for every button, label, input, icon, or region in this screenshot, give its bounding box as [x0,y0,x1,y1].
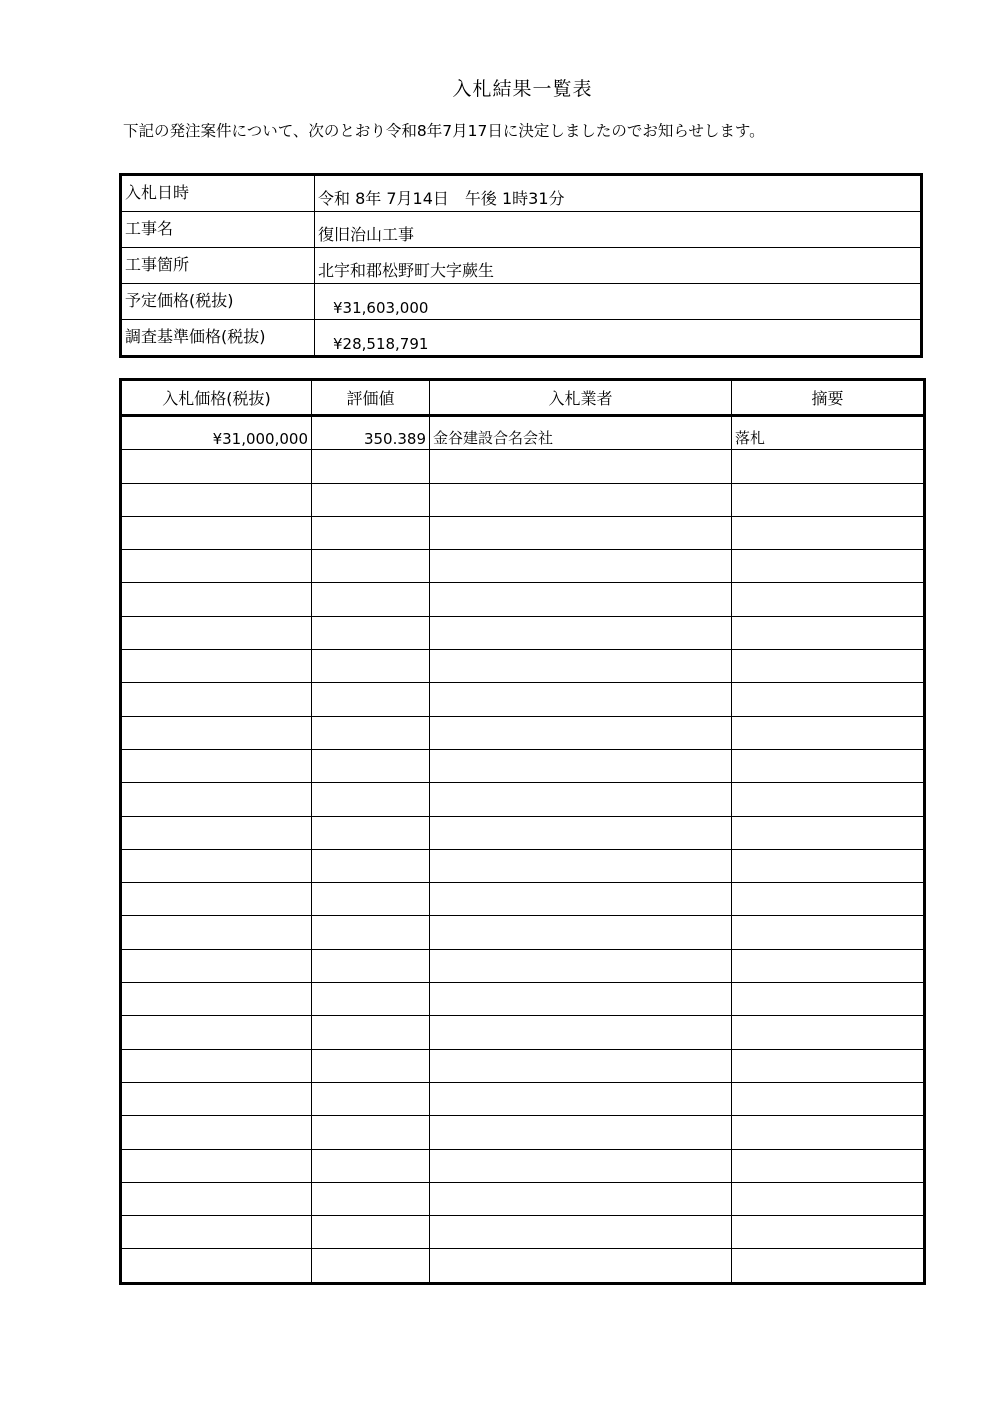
empty-cell [121,483,312,516]
empty-cell [732,616,925,649]
results-header-row [121,380,925,416]
empty-cell [312,450,430,483]
empty-table-row [121,1216,925,1249]
page-title: 入札結果一覧表 [452,78,593,100]
empty-cell [732,1149,925,1182]
empty-cell [312,949,430,982]
empty-cell [430,1116,732,1149]
empty-cell [312,1082,430,1115]
empty-cell [121,550,312,583]
info-row-planned-price [121,284,922,320]
empty-cell [312,583,430,616]
empty-cell [430,550,732,583]
empty-table-row [121,583,925,616]
empty-cell [121,583,312,616]
info-value: 復旧治山工事 [315,212,922,248]
empty-cell [430,683,732,716]
cell-remark: 落札 [732,416,925,450]
empty-cell [732,1116,925,1149]
empty-table-row [121,550,925,583]
empty-cell [732,949,925,982]
empty-cell [312,1149,430,1182]
empty-cell [312,683,430,716]
empty-cell [121,783,312,816]
empty-cell [732,883,925,916]
info-label: 調査基準価格(税抜) [121,320,315,357]
empty-cell [312,516,430,549]
empty-cell [430,749,732,782]
empty-cell [430,816,732,849]
empty-cell [732,1049,925,1082]
empty-cell [312,1182,430,1215]
empty-cell [312,883,430,916]
header-score: 評価値 [312,380,430,416]
empty-table-row [121,949,925,982]
empty-table-row [121,983,925,1016]
empty-cell [121,1249,312,1283]
header-bidder: 入札業者 [430,380,732,416]
empty-cell [121,1116,312,1149]
empty-cell [312,916,430,949]
empty-cell [732,1016,925,1049]
empty-cell [732,783,925,816]
empty-cell [121,749,312,782]
info-label: 予定価格(税抜) [121,284,315,320]
empty-cell [121,1082,312,1115]
empty-cell [732,1216,925,1249]
empty-table-row [121,783,925,816]
empty-cell [430,849,732,882]
empty-cell [312,1116,430,1149]
info-label: 工事名 [121,212,315,248]
empty-cell [430,1216,732,1249]
empty-cell [121,1182,312,1215]
empty-table-row [121,683,925,716]
empty-cell [312,749,430,782]
empty-cell [430,783,732,816]
empty-cell [732,650,925,683]
empty-cell [312,716,430,749]
empty-cell [430,1049,732,1082]
empty-cell [121,916,312,949]
empty-cell [430,983,732,1016]
empty-table-row [121,1116,925,1149]
empty-table-row [121,849,925,882]
empty-cell [121,1149,312,1182]
empty-table-row [121,1149,925,1182]
empty-cell [430,650,732,683]
empty-cell [430,583,732,616]
empty-table-row [121,1082,925,1115]
info-row-project-location [121,248,922,284]
empty-cell [312,783,430,816]
empty-cell [430,916,732,949]
notice-text: 下記の発注案件について、次のとおり令和8年7月17日に決定しましたのでお知らせします。 [123,122,765,140]
empty-cell [430,1149,732,1182]
empty-cell [430,516,732,549]
empty-cell [121,949,312,982]
empty-cell [312,849,430,882]
empty-cell [312,1016,430,1049]
empty-cell [121,616,312,649]
empty-table-row [121,716,925,749]
empty-cell [732,550,925,583]
empty-cell [732,1082,925,1115]
empty-cell [121,983,312,1016]
empty-cell [732,1249,925,1283]
empty-cell [732,583,925,616]
empty-table-row [121,1049,925,1082]
empty-table-row [121,483,925,516]
info-label: 工事箇所 [121,248,315,284]
empty-cell [732,483,925,516]
empty-cell [121,450,312,483]
empty-cell [430,883,732,916]
empty-cell [121,883,312,916]
empty-cell [430,450,732,483]
empty-cell [121,849,312,882]
empty-cell [732,983,925,1016]
empty-cell [121,716,312,749]
empty-cell [312,816,430,849]
empty-cell [732,816,925,849]
empty-cell [121,816,312,849]
empty-cell [312,983,430,1016]
cell-score: 350.389 [312,416,430,450]
empty-cell [312,1049,430,1082]
info-row-bid-datetime [121,175,922,212]
empty-cell [312,650,430,683]
empty-cell [430,616,732,649]
info-value: 令和 8年 7月14日 午後 1時31分 [315,175,922,212]
empty-cell [121,1016,312,1049]
empty-table-row [121,450,925,483]
empty-cell [312,483,430,516]
empty-cell [430,1082,732,1115]
empty-cell [121,1049,312,1082]
empty-cell [121,650,312,683]
empty-table-row [121,916,925,949]
empty-cell [732,683,925,716]
empty-table-row [121,749,925,782]
empty-cell [121,1216,312,1249]
empty-cell [732,849,925,882]
empty-cell [732,450,925,483]
empty-cell [430,1016,732,1049]
empty-cell [430,1182,732,1215]
empty-table-row [121,816,925,849]
empty-table-row [121,1182,925,1215]
cell-bidder: 金谷建設合名会社 [430,416,732,450]
empty-table-row [121,883,925,916]
empty-cell [121,516,312,549]
table-row [121,416,925,450]
info-row-base-price [121,320,922,357]
empty-cell [732,916,925,949]
info-row-project-name [121,212,922,248]
cell-bid-price: ¥31,000,000 [121,416,312,450]
bid-info-table [119,173,923,358]
empty-cell [430,483,732,516]
empty-cell [430,1249,732,1283]
empty-table-row [121,616,925,649]
header-remark: 摘要 [732,380,925,416]
empty-cell [430,716,732,749]
empty-table-row [121,650,925,683]
empty-cell [312,1216,430,1249]
empty-cell [732,716,925,749]
header-bid-price: 入札価格(税抜) [121,380,312,416]
empty-cell [121,683,312,716]
empty-cell [732,749,925,782]
info-value: ¥28,518,791 [315,320,922,357]
empty-cell [732,516,925,549]
empty-cell [312,550,430,583]
info-value: 北宇和郡松野町大字蕨生 [315,248,922,284]
info-value: ¥31,603,000 [315,284,922,320]
empty-cell [430,949,732,982]
empty-table-row [121,1249,925,1283]
bid-results-table [119,378,926,1285]
info-label: 入札日時 [121,175,315,212]
empty-cell [732,1182,925,1215]
empty-table-row [121,1016,925,1049]
empty-cell [312,616,430,649]
empty-cell [312,1249,430,1283]
empty-table-row [121,516,925,549]
